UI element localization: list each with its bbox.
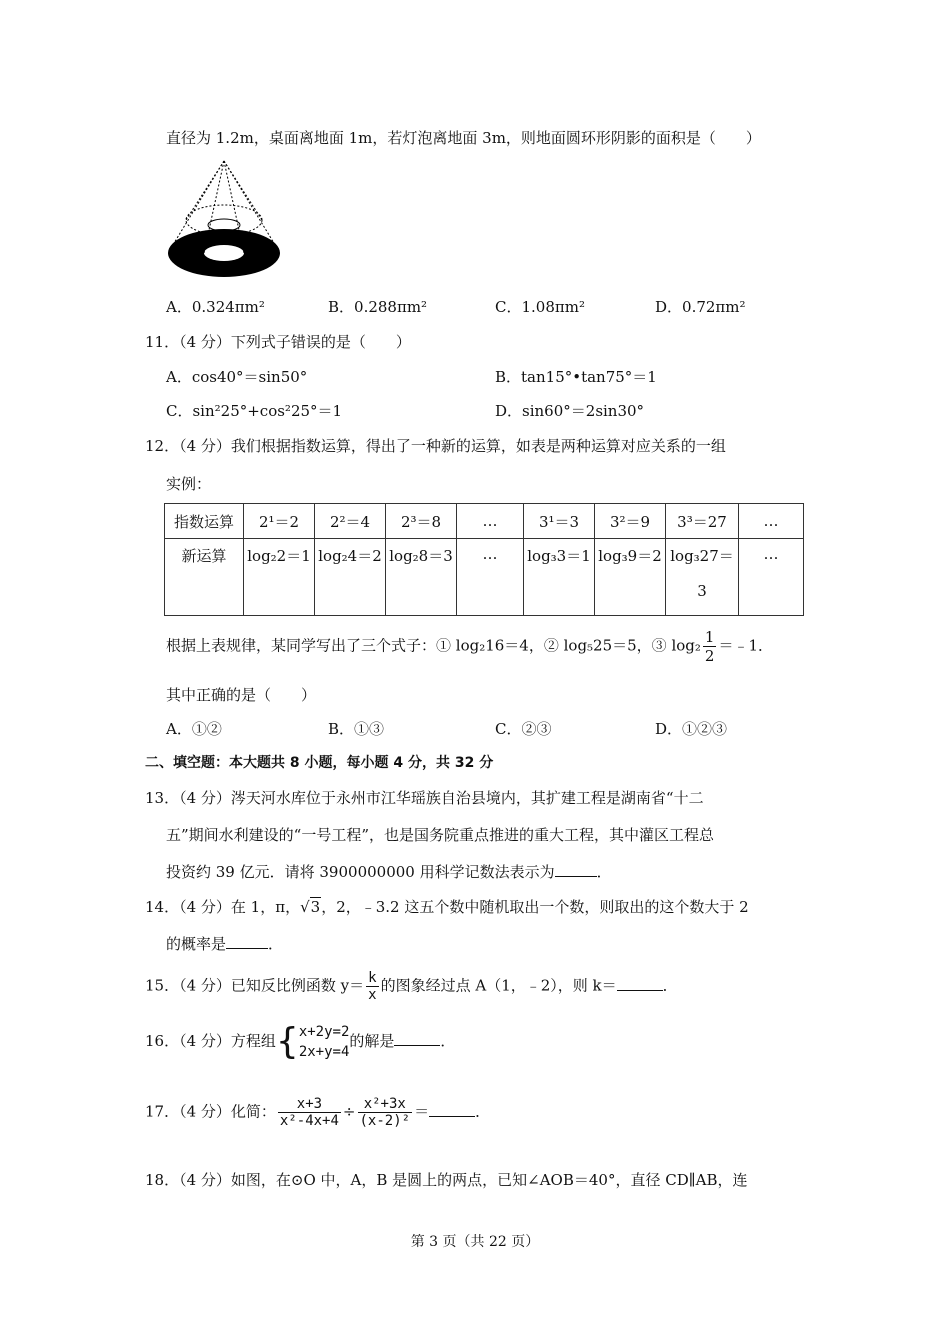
table-cell: log₂2＝1	[244, 539, 315, 616]
q12-statement-a: 根据上表规律，某同学写出了三个式子：① log₂16＝4，② log₅25＝5，③ log₂	[166, 636, 701, 655]
q11-option-a[interactable]: A．cos40°＝sin50°	[166, 368, 308, 386]
q10-option-d[interactable]: D．0.72πm²	[655, 298, 746, 316]
fraction-numerator: x²+3x	[358, 1096, 413, 1113]
fraction-denominator: x	[368, 987, 377, 1003]
q12-correct-line: 其中正确的是（ ）	[166, 686, 317, 704]
q13-line3	[166, 861, 612, 882]
answer-blank[interactable]	[226, 936, 268, 949]
q12-stem-line1: 12．（4 分）我们根据指数运算，得出了一种新的运算，如表是两种运算对应关系的一组	[145, 437, 726, 455]
answer-blank[interactable]	[394, 1033, 440, 1046]
q12-option-c[interactable]: C．②③	[495, 720, 552, 738]
q17-a: 17．（4 分）化简：	[145, 1102, 276, 1121]
q11-stem: 11．（4 分）下列式子错误的是（ ）	[145, 333, 411, 351]
answer-blank[interactable]	[617, 978, 663, 991]
q15-b: 的图象经过点 A（1，﹣2），则 k＝	[380, 976, 617, 995]
table-cell: log₃9＝2	[595, 539, 666, 616]
q14-line1: 14．（4 分）在 1，π，√3，2，﹣3.2 这五个数中随机取出一个数，则取出的这个数大于 2	[145, 898, 749, 916]
q10-text: 直径为 1.2m，桌面离地面 1m，若灯泡离地面 3m，则地面圆环形阴影的面积是（ ）	[166, 129, 761, 147]
lamp-shadow-figure	[164, 157, 284, 281]
answer-blank[interactable]	[555, 864, 597, 877]
q14-line2	[166, 933, 283, 954]
q13-line3-text: 投资约 39 亿元．请将 3900000000 用科学记数法表示为	[166, 863, 555, 881]
table-row	[165, 504, 804, 539]
table-cell-line2: 3	[697, 582, 707, 600]
table-cell: 2²＝4	[315, 504, 386, 539]
operation-table	[164, 503, 804, 616]
fraction-half	[703, 628, 717, 665]
q16-b: 的解是	[349, 1032, 395, 1050]
q10-option-b[interactable]: B．0.288πm²	[328, 298, 428, 316]
q16-end: ．	[440, 1032, 456, 1050]
q11-option-c[interactable]: C．sin²25°+cos²25°＝1	[166, 402, 343, 420]
q15-end: ．	[662, 976, 678, 995]
fraction-denominator: 2	[704, 647, 715, 665]
q13-line1: 13．（4 分）涔天河水库位于永州市江华瑶族自治县境内，其扩建工程是湖南省“十二	[145, 789, 704, 807]
q13-line2: 五”期间水利建设的“一号工程”，也是国务院重点推进的重大工程，其中灌区工程总	[166, 826, 715, 844]
q14-line2-text: 的概率是	[166, 935, 227, 953]
fraction-numerator: 1	[704, 628, 715, 646]
table-cell: …	[739, 539, 804, 616]
equation-2: 2x+y=4	[298, 1044, 350, 1060]
equation-1: x+2y=2	[298, 1024, 350, 1040]
table-cell: 3¹＝3	[524, 504, 595, 539]
table-cell: …	[739, 504, 804, 539]
q12-option-b[interactable]: B．①③	[328, 720, 385, 738]
q10-option-c[interactable]: C．1.08πm²	[495, 298, 585, 316]
brace-icon: {	[275, 1021, 299, 1062]
table-cell: 3²＝9	[595, 504, 666, 539]
page-footer: 第 3 页（共 22 页）	[410, 1234, 540, 1250]
fraction-denominator: (x-2)²	[359, 1113, 411, 1129]
table-cell: log₂8＝3	[386, 539, 457, 616]
q12-statement-b: ＝﹣1．	[718, 636, 773, 655]
q17-end: ．	[475, 1102, 491, 1121]
fraction-k-over-x	[366, 970, 378, 1003]
q11-option-b[interactable]: B．tan15°•tan75°＝1	[495, 368, 657, 386]
table-cell: 指数运算	[165, 504, 244, 539]
fraction-numerator: x+3	[278, 1096, 341, 1113]
table-cell: 2¹＝2	[244, 504, 315, 539]
fraction-2	[358, 1096, 413, 1129]
sqrt-radicand: 3	[310, 898, 321, 916]
q14-end: ．	[268, 935, 284, 953]
q14-b: ，2，﹣3.2 这五个数中随机取出一个数，则取出的这个数大于 2	[321, 898, 749, 916]
q10-option-a[interactable]: A．0.324πm²	[166, 298, 265, 316]
table-cell: log₃3＝1	[524, 539, 595, 616]
q18-line1: 18．（4 分）如图，在⊙O 中，A，B 是圆上的两点，已知∠AOB＝40°，直径 CD∥AB，连	[145, 1171, 748, 1189]
q17-b: ＝	[414, 1102, 430, 1121]
q11-option-d[interactable]: D．sin60°＝2sin30°	[495, 402, 645, 420]
divide-sign: ÷	[342, 1102, 356, 1121]
fraction-denominator: x²-4x+4	[279, 1113, 339, 1129]
q12-option-d[interactable]: D．①②③	[655, 720, 728, 738]
fraction-numerator: k	[368, 970, 377, 986]
section-heading: 二、填空题：本大题共 8 小题，每小题 4 分，共 32 分	[145, 755, 494, 771]
q12-option-a[interactable]: A．①②	[166, 720, 222, 738]
table-cell-line1: log₃27＝	[670, 547, 734, 565]
q17-line	[145, 1096, 490, 1129]
table-cell: …	[457, 504, 524, 539]
fraction-1	[278, 1096, 341, 1129]
q13-end: ．	[596, 863, 612, 881]
table-cell: 新运算	[165, 539, 244, 616]
q15-a: 15．（4 分）已知反比例函数 y＝	[145, 976, 365, 995]
table-cell: …	[457, 539, 524, 616]
q16-line	[145, 1022, 455, 1062]
answer-blank[interactable]	[429, 1104, 475, 1117]
q14-a: 14．（4 分）在 1，π，	[145, 898, 301, 916]
table-cell: log₂4＝2	[315, 539, 386, 616]
q12-stem-line2: 实例：	[166, 475, 212, 493]
table-cell	[666, 539, 739, 616]
equation-system	[299, 1022, 350, 1062]
table-cell: 2³＝8	[386, 504, 457, 539]
q16-a: 16．（4 分）方程组	[145, 1032, 276, 1050]
q15-line	[145, 970, 678, 1003]
table-row	[165, 539, 804, 616]
table-cell: 3³＝27	[666, 504, 739, 539]
q12-statement	[166, 628, 773, 665]
